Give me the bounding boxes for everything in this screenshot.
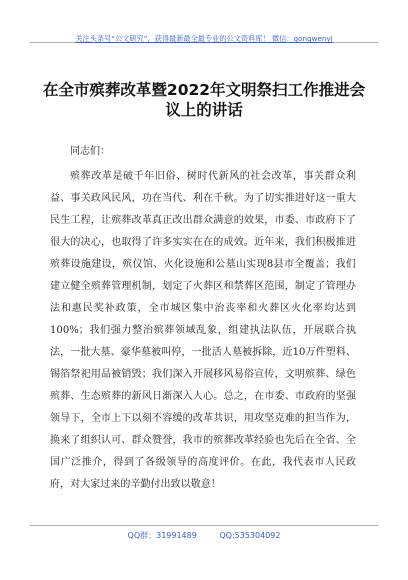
header-banner-link[interactable]: 关注头条号“公文研究”，获得最新最全最专业的公文资料库！ 微信：gongwenyj [75, 34, 333, 43]
salutation: 同志们： [70, 146, 110, 157]
footer-qq-group: QQ群：31991489 [127, 531, 197, 540]
footer-qq-number: QQ:535304092 [219, 531, 281, 540]
footer-contacts [30, 525, 378, 541]
header-banner [30, 26, 378, 43]
body-paragraph: 殡葬改革是破千年旧俗、树时代新风的社会改革，事关群众利益、事关政风民风，功在当代、利在千秋。为了切实推进好这一重大民生工程，让殡葬改革真正改出群众满意的效果，市委、市政府下了很大的决心，也取得了许多实实在在的成效。近年来，我们积极推进殡葬设施建设，殡仪馆、火化设施和公墓山实现8县市全覆盖；我们建立健全殡葬管理机制，划定了火葬区和禁葬区范围，制定了管理办法和惠民奖补政策，全市城区集中治丧率和火葬区火化率均达到100%；我们强力整治殡葬领域乱象，组建执法队伍，开展联合执法，一批大墓、豪华墓被叫停，一批活人墓被拆除，近10万件塑料、锡箔祭祀用品被销毁；我们深入开展移风易俗宣传，文明殡葬、绿色殡葬、生态殡葬的新风日渐深入人心。总之，在市委、市政府的坚强领导下，全市上下以刻不容缓的改革共识，用攻坚克难的担当作为，换来了组织认可、群众赞誉，我市的殡葬改革经验也先后在全省、全国广泛推介，得到了各级领导的高度评价。在此，我代表市人民政府，对大家过来的辛勤付出致以敬意！ [50, 171, 356, 490]
document-title: 在全市殡葬改革暨2022年文明祭扫工作推进会议上的讲话 [42, 81, 366, 119]
